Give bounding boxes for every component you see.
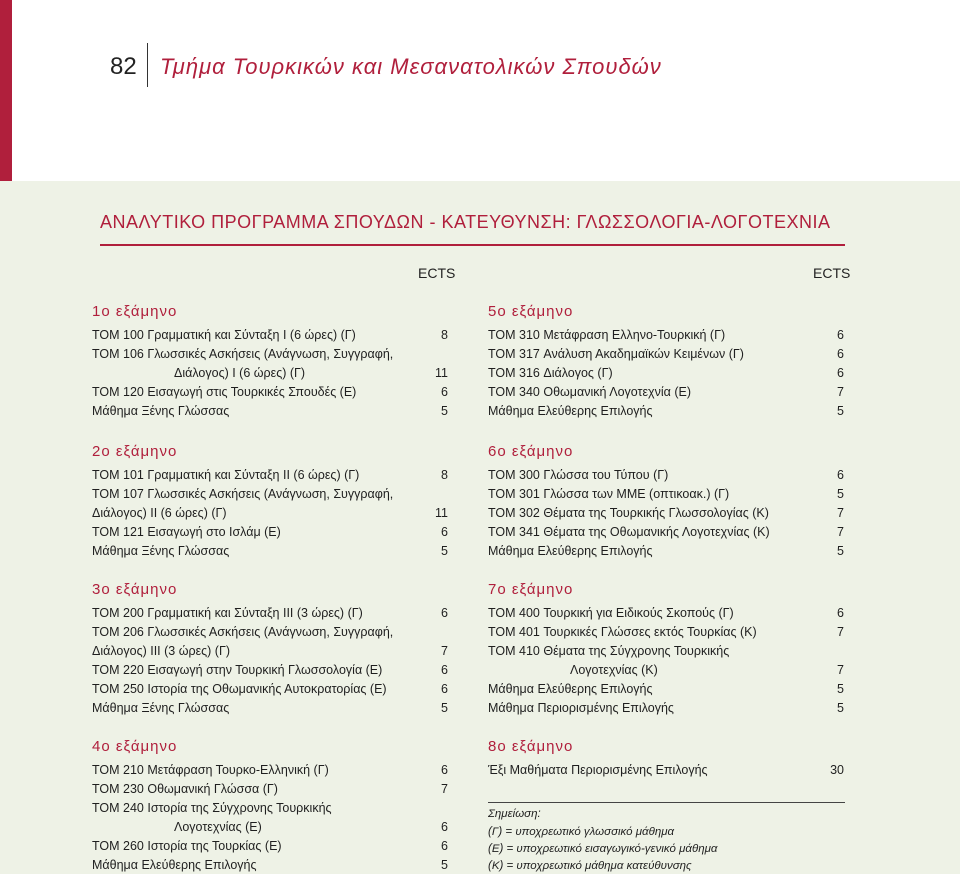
course-title: TOM 100 Γραμματική και Σύνταξη Ι (6 ώρες) (Γ)	[92, 328, 356, 342]
course-title: TOM 107 Γλωσσικές Ασκήσεις (Ανάγνωση, Συγγραφή,	[92, 487, 394, 501]
course-ects: 5	[837, 544, 844, 558]
course-ects: 6	[837, 468, 844, 482]
course-ects: 6	[441, 606, 448, 620]
course-ects: 6	[837, 328, 844, 342]
title-rule	[100, 244, 845, 246]
course-ects: 7	[441, 782, 448, 796]
course-title: Μάθημα Ελεύθερης Επιλογής	[488, 682, 653, 696]
course-title: Μάθημα Ελεύθερης Επιλογής	[92, 858, 257, 872]
course-ects: 8	[441, 328, 448, 342]
course-ects: 7	[837, 385, 844, 399]
course-ects: 5	[441, 701, 448, 715]
semester-heading: 6ο εξάμηνο	[488, 443, 574, 460]
course-title: Έξι Μαθήματα Περιορισμένης Επιλογής	[488, 763, 708, 777]
course-title: TOM 101 Γραμματική και Σύνταξη ΙΙ (6 ώρες) (Γ)	[92, 468, 360, 482]
notes-line: (Κ) = υποχρεωτικό μάθημα κατεύθυνσης	[488, 860, 692, 872]
course-title: Μάθημα Ξένης Γλώσσας	[92, 404, 230, 418]
course-ects: 7	[441, 644, 448, 658]
accent-bar	[0, 0, 12, 181]
page-number: 82	[110, 53, 137, 80]
course-title: Μάθημα Ελεύθερης Επιλογής	[488, 544, 653, 558]
course-ects: 5	[441, 404, 448, 418]
semester-heading: 8ο εξάμηνο	[488, 738, 574, 755]
course-title: TOM 120 Εισαγωγή στις Τουρκικές Σπουδές (Ε)	[92, 385, 357, 399]
course-title: TOM 260 Ιστορία της Τουρκίας (Ε)	[92, 839, 282, 853]
course-title: TOM 400 Τουρκική για Ειδικούς Σκοπούς (Γ)	[488, 606, 734, 620]
course-title: TOM 302 Θέματα της Τουρκικής Γλωσσολογίας (Κ)	[488, 506, 769, 520]
course-title: Μάθημα Περιορισμένης Επιλογής	[488, 701, 674, 715]
course-ects: 6	[837, 347, 844, 361]
course-title: Λογοτεχνίας (Κ)	[570, 663, 658, 677]
ects-header-right: ECTS	[813, 265, 851, 281]
course-title: TOM 410 Θέματα της Σύγχρονης Τουρκικής	[488, 644, 730, 658]
semester-heading: 5ο εξάμηνο	[488, 303, 574, 320]
course-title: TOM 340 Οθωμανική Λογοτεχνία (Ε)	[488, 385, 692, 399]
course-title: TOM 341 Θέματα της Οθωμανικής Λογοτεχνίας (Κ)	[488, 525, 770, 539]
course-title: Λογοτεχνίας (Ε)	[174, 820, 262, 834]
course-ects: 6	[837, 606, 844, 620]
course-ects: 6	[441, 385, 448, 399]
header-divider	[147, 43, 148, 87]
course-title: Διάλογος) Ι (6 ώρες) (Γ)	[174, 366, 306, 380]
course-title: Μάθημα Ελεύθερης Επιλογής	[488, 404, 653, 418]
course-ects: 6	[441, 763, 448, 777]
department-title: Τμήμα Τουρκικών και Μεσανατολικών Σπουδών	[160, 54, 662, 79]
course-title: TOM 316 Διάλογος (Γ)	[488, 366, 613, 380]
course-title: TOM 300 Γλώσσα του Τύπου (Γ)	[488, 468, 669, 482]
course-ects: 11	[435, 506, 448, 520]
course-title: TOM 121 Εισαγωγή στο Ισλάμ (Ε)	[92, 525, 281, 539]
course-ects: 5	[441, 544, 448, 558]
semester-heading: 4ο εξάμηνο	[92, 738, 178, 755]
course-title: TOM 317 Ανάλυση Ακαδημαϊκών Κειμένων (Γ)	[488, 347, 744, 361]
course-title: TOM 220 Εισαγωγή στην Τουρκική Γλωσσολογία (Ε)	[92, 663, 383, 677]
course-title: TOM 206 Γλωσσικές Ασκήσεις (Ανάγνωση, Συγγραφή,	[92, 625, 394, 639]
course-title: TOM 200 Γραμματική και Σύνταξη ΙΙΙ (3 ώρες) (Γ)	[92, 606, 363, 620]
semester-heading: 1ο εξάμηνο	[92, 303, 178, 320]
notes-line: (Γ) = υποχρεωτικό γλωσσικό μάθημα	[488, 826, 675, 838]
course-ects: 5	[837, 404, 844, 418]
curriculum-title: ΑΝΑΛΥΤΙΚΟ ΠΡΟΓΡΑΜΜΑ ΣΠΟΥΔΩΝ - ΚΑΤΕΥΘΥΝΣΗ: ΓΛΩΣΣΟΛΟΓΙΑ-ΛΟΓΟΤΕΧΝΙΑ	[100, 212, 831, 232]
course-ects: 8	[441, 468, 448, 482]
course-ects: 6	[837, 366, 844, 380]
course-title: TOM 230 Οθωμανική Γλώσσα (Γ)	[92, 782, 278, 796]
ects-header-left: ECTS	[418, 265, 456, 281]
course-ects: 6	[441, 839, 448, 853]
course-title: Διάλογος) ΙΙΙ (3 ώρες) (Γ)	[92, 644, 231, 658]
course-ects: 5	[441, 858, 448, 872]
course-ects: 6	[441, 525, 448, 539]
course-ects: 6	[441, 682, 448, 696]
notes-heading: Σημείωση:	[488, 808, 541, 820]
course-ects: 7	[837, 506, 844, 520]
course-ects: 5	[837, 487, 844, 501]
course-ects: 30	[830, 763, 844, 777]
course-title: TOM 240 Ιστορία της Σύγχρονης Τουρκικής	[92, 801, 332, 815]
course-ects: 7	[837, 625, 844, 639]
course-ects: 5	[837, 701, 844, 715]
course-ects: 6	[441, 820, 448, 834]
course-title: TOM 210 Μετάφραση Τουρκο-Ελληνική (Γ)	[92, 763, 329, 777]
course-title: TOM 401 Τουρκικές Γλώσσες εκτός Τουρκίας (Κ)	[488, 625, 757, 639]
course-title: TOM 310 Μετάφραση Ελληνο-Τουρκική (Γ)	[488, 328, 726, 342]
course-ects: 11	[435, 366, 448, 380]
course-title: Μάθημα Ξένης Γλώσσας	[92, 544, 230, 558]
course-ects: 7	[837, 663, 844, 677]
course-title: TOM 106 Γλωσσικές Ασκήσεις (Ανάγνωση, Συγγραφή,	[92, 347, 394, 361]
page-header	[0, 0, 960, 181]
notes-line: (Ε) = υποχρεωτικό εισαγωγικό-γενικό μάθημα	[488, 843, 718, 855]
course-title: Διάλογος) ΙΙ (6 ώρες) (Γ)	[92, 506, 227, 520]
semester-heading: 3ο εξάμηνο	[92, 581, 178, 598]
course-title: Μάθημα Ξένης Γλώσσας	[92, 701, 230, 715]
notes-rule	[488, 802, 845, 803]
semester-heading: 7ο εξάμηνο	[488, 581, 574, 598]
course-ects: 5	[837, 682, 844, 696]
course-ects: 6	[441, 663, 448, 677]
course-title: TOM 301 Γλώσσα των ΜΜΕ (οπτικοακ.) (Γ)	[488, 487, 730, 501]
course-title: TOM 250 Ιστορία της Οθωμανικής Αυτοκρατορίας (Ε)	[92, 682, 387, 696]
semester-heading: 2ο εξάμηνο	[92, 443, 178, 460]
course-ects: 7	[837, 525, 844, 539]
